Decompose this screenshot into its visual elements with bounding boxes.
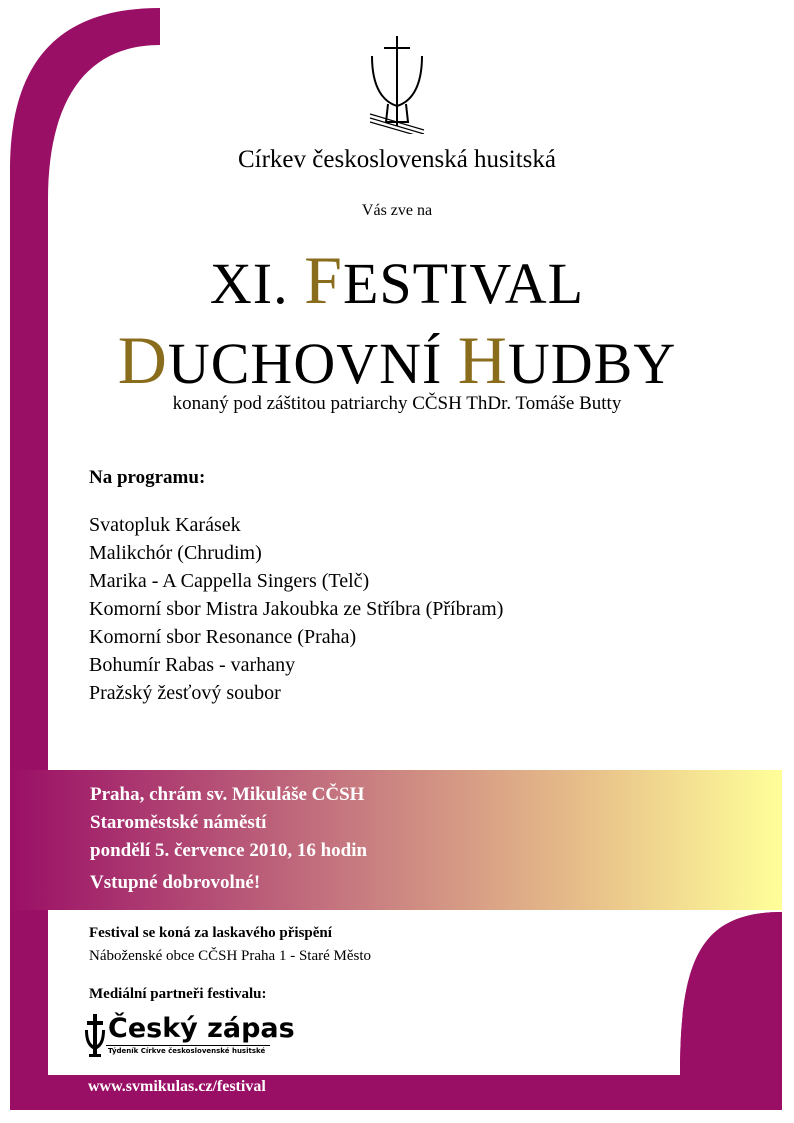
venue-square: Staroměstské náměstí: [90, 812, 267, 833]
logo-subtitle: Týdeník Církve československé husitské: [108, 1047, 266, 1055]
patron-text: konaný pod záštitou patriarchy CČSH ThDr. Tomáše Butty: [172, 393, 622, 414]
list-item: Svatopluk Karásek: [89, 514, 241, 536]
website-link[interactable]: www.svmikulas.cz/festival: [88, 1078, 266, 1095]
church-name: Církev československá husitská: [237, 146, 556, 173]
venue-info: [90, 781, 367, 897]
title-rest-udby: UDBY: [507, 331, 677, 396]
program-list: [89, 511, 503, 707]
invite-text: Vás zve na: [361, 202, 433, 219]
sponsor-line2: Náboženské obce CČSH Praha 1 - Staré Město: [89, 948, 372, 964]
list-item: Komorní sbor Resonance (Praha): [89, 626, 357, 648]
media-heading: Mediální partneři festivalu:: [89, 986, 267, 1002]
list-item: Bohumír Rabas - varhany: [89, 654, 296, 676]
logo-name: Český zápas: [108, 1013, 295, 1044]
list-item: Marika - A Cappella Singers (Telč): [89, 570, 370, 592]
festival-title-line2: [0, 320, 794, 404]
title-prefix: XI.: [209, 251, 305, 316]
cross-chalice-icon: [84, 1012, 106, 1060]
venue-date: pondělí 5. července 2010, 16 hodin: [90, 840, 368, 861]
chalice-cross-icon: [364, 34, 430, 134]
title-initial-h: H: [457, 322, 508, 398]
left-bar: [10, 910, 48, 1110]
list-item: Pražský žesťový soubor: [89, 682, 281, 704]
logo-underline: [106, 1045, 270, 1046]
program-heading: Na programu:: [89, 467, 206, 488]
list-item: Malikchór (Chrudim): [89, 542, 262, 564]
sponsor-line1: Festival se koná za laskavého přispění: [89, 925, 332, 941]
festival-title-line1: [0, 242, 794, 319]
entry-note: Vstupné dobrovolné!: [90, 872, 261, 893]
sponsor-info: [89, 922, 371, 968]
title-rest-estival: ESTIVAL: [342, 251, 585, 316]
list-item: Komorní sbor Mistra Jakoubka ze Stříbra (Příbram): [89, 598, 504, 620]
venue-place: Praha, chrám sv. Mikuláše CČSH: [90, 784, 365, 805]
title-initial-f: F: [304, 242, 343, 318]
title-rest-uchovni: UCHOVNÍ: [167, 331, 458, 396]
title-initial-d: D: [117, 322, 168, 398]
